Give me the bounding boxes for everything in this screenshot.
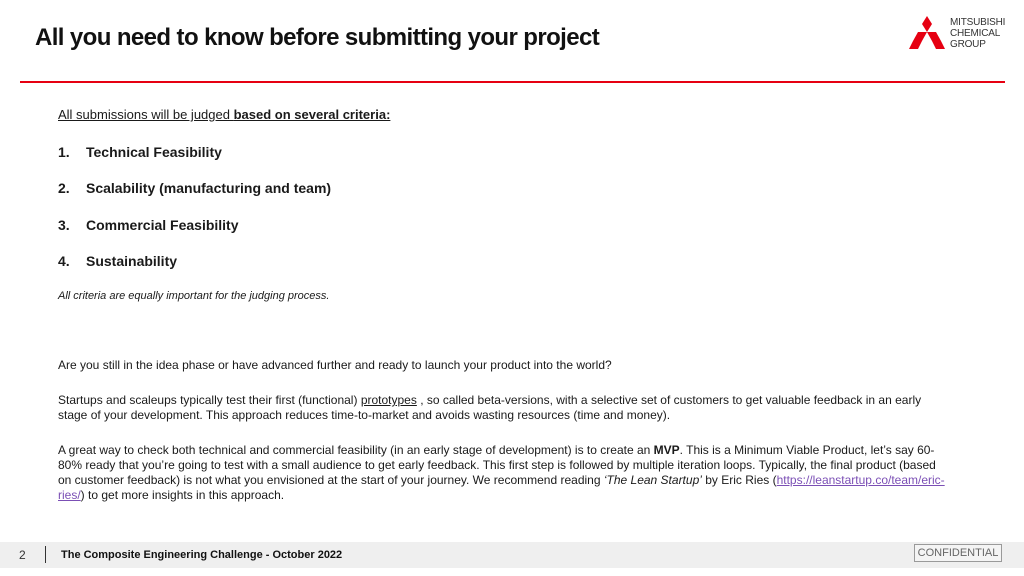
criteria-item [58,180,331,196]
footer [0,542,1024,568]
paragraph-prototypes [58,393,948,423]
page-title: All you need to know before submitting your project [35,24,600,51]
confidential-badge: CONFIDENTIAL [914,544,1002,562]
criteria-item [58,253,177,269]
prototypes-term: prototypes [360,393,417,407]
p3-text-after-book: by Eric Ries ( [701,473,777,487]
criteria-note: All criteria are equally important for the judging process. [58,290,330,302]
paragraph-idea-phase: Are you still in the idea phase or have advanced further and ready to launch your product into the world? [58,358,612,372]
logo-line-3: GROUP [950,39,986,50]
criteria-number: 3. [58,217,70,233]
logo-wordmark [950,17,1005,50]
header-divider [20,81,1005,83]
paragraph-mvp [58,443,948,503]
p3-text-end: ) to get more insights in this approach. [80,488,285,502]
mitsubishi-logo [908,16,1008,52]
footer-separator [45,546,46,563]
criteria-number: 1. [58,144,70,160]
logo-line-2: CHEMICAL [950,28,1001,39]
mvp-term: MVP [653,443,680,457]
p3-text-before: A great way to check both technical and commercial feasibility (in an early stage of development) is to create an [58,443,654,457]
book-title: ‘The Lean Startup’ [603,473,702,487]
criteria-label: Technical Feasibility [86,144,222,160]
lean-startup-link[interactable]: https://leanstartup.co/team/eric-ries/ [58,473,945,502]
logo-line-1: MITSUBISHI [950,17,1006,28]
p2-text-after: , so called beta-versions, with a selective set of customers to get valuable feedback in an early stage of your development. This approach reduces time-to-market and avoids wasting resources (time and money). [58,393,922,422]
main-content [58,107,948,502]
criteria-item [58,217,239,233]
criteria-label: Commercial Feasibility [86,217,239,233]
p3-text-mid: . This is a Minimum Viable Product, let’s say 60-80% ready that you’re going to test with a small audience to get early feedback. This first step is followed by multiple iteration loops. Typically, the final product (based on customer feedback) is not what you envisioned at the start of your journey. We recommend reading [58,443,936,487]
criteria-label: Sustainability [86,253,178,269]
criteria-number: 4. [58,253,70,269]
criteria-label: Scalability (manufacturing and team) [86,180,332,196]
criteria-item [58,144,222,160]
footer-text: The Composite Engineering Challenge - October 2022 [61,549,343,561]
criteria-intro-text: All submissions will be judged [58,107,234,122]
criteria-intro-bold: based on several criteria: [233,107,391,122]
criteria-number: 2. [58,180,70,196]
page-number: 2 [19,548,26,562]
criteria-intro [58,107,948,122]
three-diamonds-icon [908,16,946,50]
p2-text-before: Startups and scaleups typically test their first (functional) [58,393,361,407]
